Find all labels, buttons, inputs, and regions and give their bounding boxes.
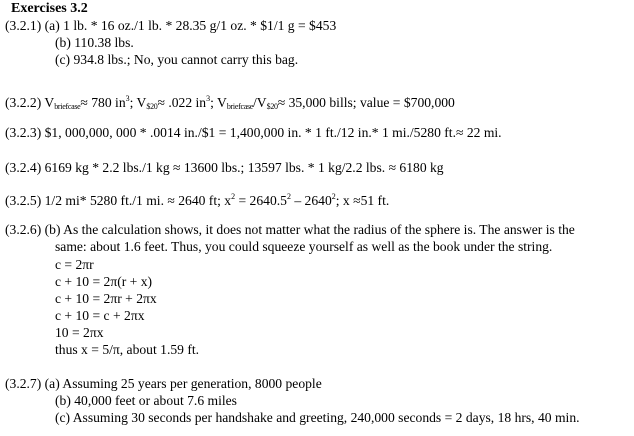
e322-part1: (3.2.2) V <box>5 95 55 110</box>
e322-sub-20-2: $20 <box>266 102 278 111</box>
exercise-3-2-7-b: (b) 40,000 feet or about 7.6 miles <box>55 393 237 408</box>
exercise-3-2-5 <box>5 189 389 209</box>
e322-part7: ≈ 35,000 bills; value = $700,000 <box>277 95 455 110</box>
e325-part4: ; x ≈51 ft. <box>335 193 390 208</box>
equation: 10 = 2πx <box>55 325 104 340</box>
exercise-3-2-1-c: (c) 934.8 lbs.; No, you cannot carry this bag. <box>55 52 299 67</box>
equation-conclusion: thus x = 5/π, about 1.59 ft. <box>55 342 200 357</box>
equation: c + 10 = c + 2πx <box>55 308 145 323</box>
exercise-3-2-7-a: (3.2.7) (a) Assuming 25 years per generation, 8000 people <box>5 376 322 391</box>
exercise-3-2-4: (3.2.4) 6169 kg * 2.2 lbs./1 kg ≈ 13600 lbs.; 13597 lbs. * 1 kg/2.2 lbs. ≈ 6180 kg <box>5 160 444 175</box>
e322-part3: ; V <box>129 95 147 110</box>
e325-part1: (3.2.5) 1/2 mi* 5280 ft./1 mi. ≈ 2640 ft; x <box>5 193 232 208</box>
e325-exp3: 2 <box>331 192 336 201</box>
exercise-3-2-3: (3.2.3) $1, 000,000, 000 * .0014 in./$1 = 1,400,000 in. * 1 ft./12 in.* 1 mi./5280 ft.≈ 22 mi. <box>5 125 502 140</box>
exercise-3-2-6-line2: same: about 1.6 feet. Thus, you could squeeze yourself as well as the book under the string. <box>55 239 553 254</box>
e322-part4: ≈ .022 in <box>157 95 207 110</box>
e322-exp1: 3 <box>125 94 130 103</box>
e322-part2: ≈ 780 in <box>80 95 126 110</box>
e325-exp2: 2 <box>286 192 291 201</box>
exercise-3-2-7-c: (c) Assuming 30 seconds per handshake and greeting, 240,000 seconds = 2 days, 18 hrs, 40 min. <box>55 410 580 425</box>
exercise-3-2-2 <box>5 91 455 115</box>
e322-sub-briefcase-2: briefcase <box>226 102 254 111</box>
e322-exp2: 3 <box>206 94 211 103</box>
equation: c + 10 = 2πr + 2πx <box>55 291 157 306</box>
e325-exp1: 2 <box>231 192 236 201</box>
exercises-title: Exercises 3.2 <box>11 1 88 16</box>
exercise-3-2-6-line1: (3.2.6) (b) As the calculation shows, it does not matter what the radius of the sphere is. The answer is the <box>5 222 575 237</box>
e322-sub-briefcase: briefcase <box>54 102 81 111</box>
exercise-3-2-1-a: (3.2.1) (a) 1 lb. * 16 oz./1 lb. * 28.35 g/1 oz. * $1/1 g = $453 <box>5 18 337 33</box>
equation: c + 10 = 2π(r + x) <box>55 274 153 289</box>
e322-part5: ; V <box>210 95 227 110</box>
equation: c = 2πr <box>55 257 94 272</box>
e325-part3: – 2640 <box>290 193 332 208</box>
e322-sub-20: $20 <box>146 102 158 111</box>
exercise-3-2-1-b: (b) 110.38 lbs. <box>55 35 134 50</box>
e325-part2: = 2640.5 <box>235 193 287 208</box>
e322-part6: /V <box>253 95 267 110</box>
